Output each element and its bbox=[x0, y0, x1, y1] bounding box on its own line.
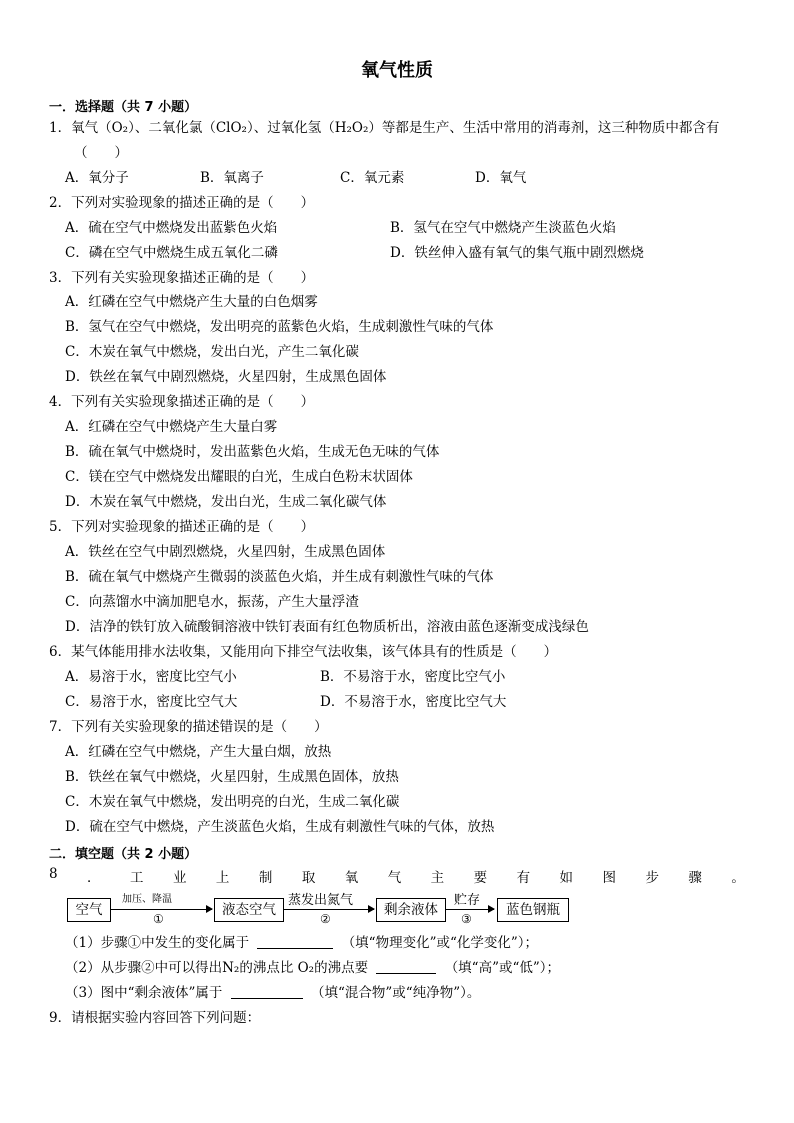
q2-option-a: A．硫在空气中燃烧发出蓝紫色火焰 bbox=[65, 220, 278, 236]
flow-arrow2-label: 蒸发出氮气 bbox=[288, 893, 354, 908]
q8-stem-char: 主 bbox=[430, 870, 445, 886]
flow-box-remaining-liquid: 剩余液体 bbox=[376, 898, 446, 922]
q2-stem: 2．下列对实验现象的描述正确的是（ ） bbox=[49, 195, 315, 211]
q4-option-d: D．木炭在氧气中燃烧，发出白光，生成二氧化碳气体 bbox=[65, 494, 387, 510]
q6-option-c: C．易溶于水，密度比空气大 bbox=[65, 694, 238, 710]
flow-box-air: 空气 bbox=[67, 898, 111, 922]
q7-option-c: C．木炭在氧气中燃烧，发出明亮的白光，生成二氧化碳 bbox=[65, 794, 400, 810]
q8-part1-blank[interactable] bbox=[257, 935, 333, 949]
flow-box-liquid-air: 液态空气 bbox=[214, 898, 284, 922]
q8-stem-char: 有 bbox=[516, 870, 531, 886]
q2-option-d: D．铁丝伸入盛有氧气的集气瓶中剧烈燃烧 bbox=[390, 245, 644, 261]
q8-stem-char: 制 bbox=[258, 870, 273, 886]
q1-option-c: C．氧元素 bbox=[340, 170, 405, 186]
q8-part2-hint: （填“高”或“低”）； bbox=[444, 960, 561, 976]
q7-option-d: D．硫在空气中燃烧，产生淡蓝色火焰，生成有刺激性气味的气体，放热 bbox=[65, 819, 495, 835]
q6-stem: 6．某气体能用排水法收集，又能用向下排空气法收集，该气体具有的性质是（ ） bbox=[49, 644, 558, 660]
q2-option-c: C．磷在空气中燃烧生成五氧化二磷 bbox=[65, 245, 278, 261]
q8-stem-char: 。 bbox=[731, 870, 745, 886]
q8-part2-text: （2）从步骤②中可以得出N₂的沸点比 O₂的沸点要 bbox=[65, 960, 369, 976]
q8-stem-char: ． bbox=[87, 870, 101, 886]
q5-option-a: A．铁丝在空气中剧烈燃烧，火星四射，生成黑色固体 bbox=[65, 544, 386, 560]
section-choice-heading: 一．选择题（共 7 小题） bbox=[49, 100, 198, 115]
q3-stem: 3．下列有关实验现象描述正确的是（ ） bbox=[49, 270, 315, 286]
q5-option-c: C．向蒸馏水中滴加肥皂水，振荡，产生大量浮渣 bbox=[65, 594, 359, 610]
flow-arrow-2 bbox=[284, 909, 374, 910]
q8-stem-char: 8 bbox=[49, 866, 58, 882]
q8-part1-hint: （填“物理变化”或“化学变化”）； bbox=[341, 935, 539, 951]
q3-option-c: C．木炭在氧气中燃烧，发出白光，产生二氧化碳 bbox=[65, 344, 359, 360]
q5-option-d: D．洁净的铁钉放入硫酸铜溶液中铁钉表面有红色物质析出，溶液由蓝色逐渐变成浅绿色 bbox=[65, 619, 589, 635]
q5-option-b: B．硫在氧气中燃烧产生微弱的淡蓝色火焰，并生成有刺激性气味的气体 bbox=[65, 569, 494, 585]
q3-option-a: A．红磷在空气中燃烧产生大量的白色烟雾 bbox=[65, 294, 318, 310]
q8-part3 bbox=[65, 984, 480, 1002]
page-title: 氧气性质 bbox=[361, 60, 433, 81]
q8-stem-char: 要 bbox=[473, 870, 488, 886]
q8-stem-char: 氧 bbox=[344, 870, 359, 886]
q1-option-a: A．氧分子 bbox=[65, 170, 129, 186]
q8-part1 bbox=[65, 934, 538, 952]
flow-arrow1-label: 加压、降温 bbox=[122, 894, 172, 905]
q8-stem-char: 气 bbox=[387, 870, 402, 886]
q6-option-b: B．不易溶于水，密度比空气小 bbox=[320, 669, 506, 685]
q8-stem bbox=[49, 866, 745, 886]
q8-stem-char: 工 bbox=[130, 870, 144, 886]
q3-option-d: D．铁丝在氧气中剧烈燃烧，火星四射，生成黑色固体 bbox=[65, 369, 387, 385]
q1-stem: 1．氧气（O₂）、二氧化氯（ClO₂）、过氧化氢（H₂O₂）等都是生产、生活中常用的消毒剂，这三种物质中都含有 bbox=[49, 120, 720, 136]
section-fill-heading: 二．填空题（共 2 小题） bbox=[49, 847, 198, 862]
q8-stem-char: 取 bbox=[301, 870, 316, 886]
q2-option-b: B．氢气在空气中燃烧产生淡蓝色火焰 bbox=[390, 220, 616, 236]
q8-stem-char: 图 bbox=[602, 870, 616, 886]
q8-part3-text: （3）图中“剩余液体”属于 bbox=[65, 985, 223, 1001]
q7-option-a: A．红磷在空气中燃烧，产生大量白烟，放热 bbox=[65, 744, 332, 760]
q4-option-a: A．红磷在空气中燃烧产生大量白雾 bbox=[65, 419, 278, 435]
flow-box-blue-cylinder: 蓝色钢瓶 bbox=[497, 898, 569, 922]
q8-part2-blank[interactable] bbox=[376, 960, 436, 974]
q8-part1-text: （1）步骤①中发生的变化属于 bbox=[65, 935, 250, 951]
q8-stem-char: 步 bbox=[645, 870, 659, 886]
q4-stem: 4．下列有关实验现象描述正确的是（ ） bbox=[49, 394, 315, 410]
q8-stem-char: 上 bbox=[215, 870, 230, 886]
q8-part3-blank[interactable] bbox=[231, 985, 303, 999]
flow-arrow-1 bbox=[111, 909, 212, 910]
flow-arrow1-number: ① bbox=[153, 912, 164, 926]
q1-paren: （ ） bbox=[74, 145, 128, 161]
q1-option-d: D．氧气 bbox=[475, 170, 527, 186]
q9-stem: 9．请根据实验内容回答下列问题： bbox=[49, 1010, 261, 1026]
q6-option-a: A．易溶于水，密度比空气小 bbox=[65, 669, 237, 685]
flow-arrow-3 bbox=[446, 909, 494, 910]
q6-option-d: D．不易溶于水，密度比空气大 bbox=[320, 694, 507, 710]
q7-stem: 7．下列有关实验现象的描述错误的是（ ） bbox=[49, 719, 328, 735]
q5-stem: 5．下列对实验现象的描述正确的是（ ） bbox=[49, 519, 315, 535]
q1-option-b: B．氧离子 bbox=[200, 170, 264, 186]
q8-part2 bbox=[65, 959, 560, 977]
q7-option-b: B．铁丝在氧气中燃烧，火星四射，生成黑色固体，放热 bbox=[65, 769, 399, 785]
q8-stem-char: 如 bbox=[559, 870, 574, 886]
q4-option-b: B．硫在氧气中燃烧时，发出蓝紫色火焰，生成无色无味的气体 bbox=[65, 444, 440, 460]
q3-option-b: B．氢气在空气中燃烧，发出明亮的蓝紫色火焰，生成刺激性气味的气体 bbox=[65, 319, 494, 335]
q8-part3-hint: （填“混合物”或“纯净物”）。 bbox=[311, 985, 481, 1001]
flow-arrow3-number: ③ bbox=[461, 912, 472, 926]
q4-option-c: C．镁在空气中燃烧发出耀眼的白光，生成白色粉末状固体 bbox=[65, 469, 413, 485]
flow-arrow3-label: 贮存 bbox=[454, 893, 481, 908]
q8-stem-char: 业 bbox=[172, 870, 187, 886]
flow-arrow2-number: ② bbox=[320, 912, 331, 926]
q8-stem-char: 骤 bbox=[688, 870, 702, 886]
